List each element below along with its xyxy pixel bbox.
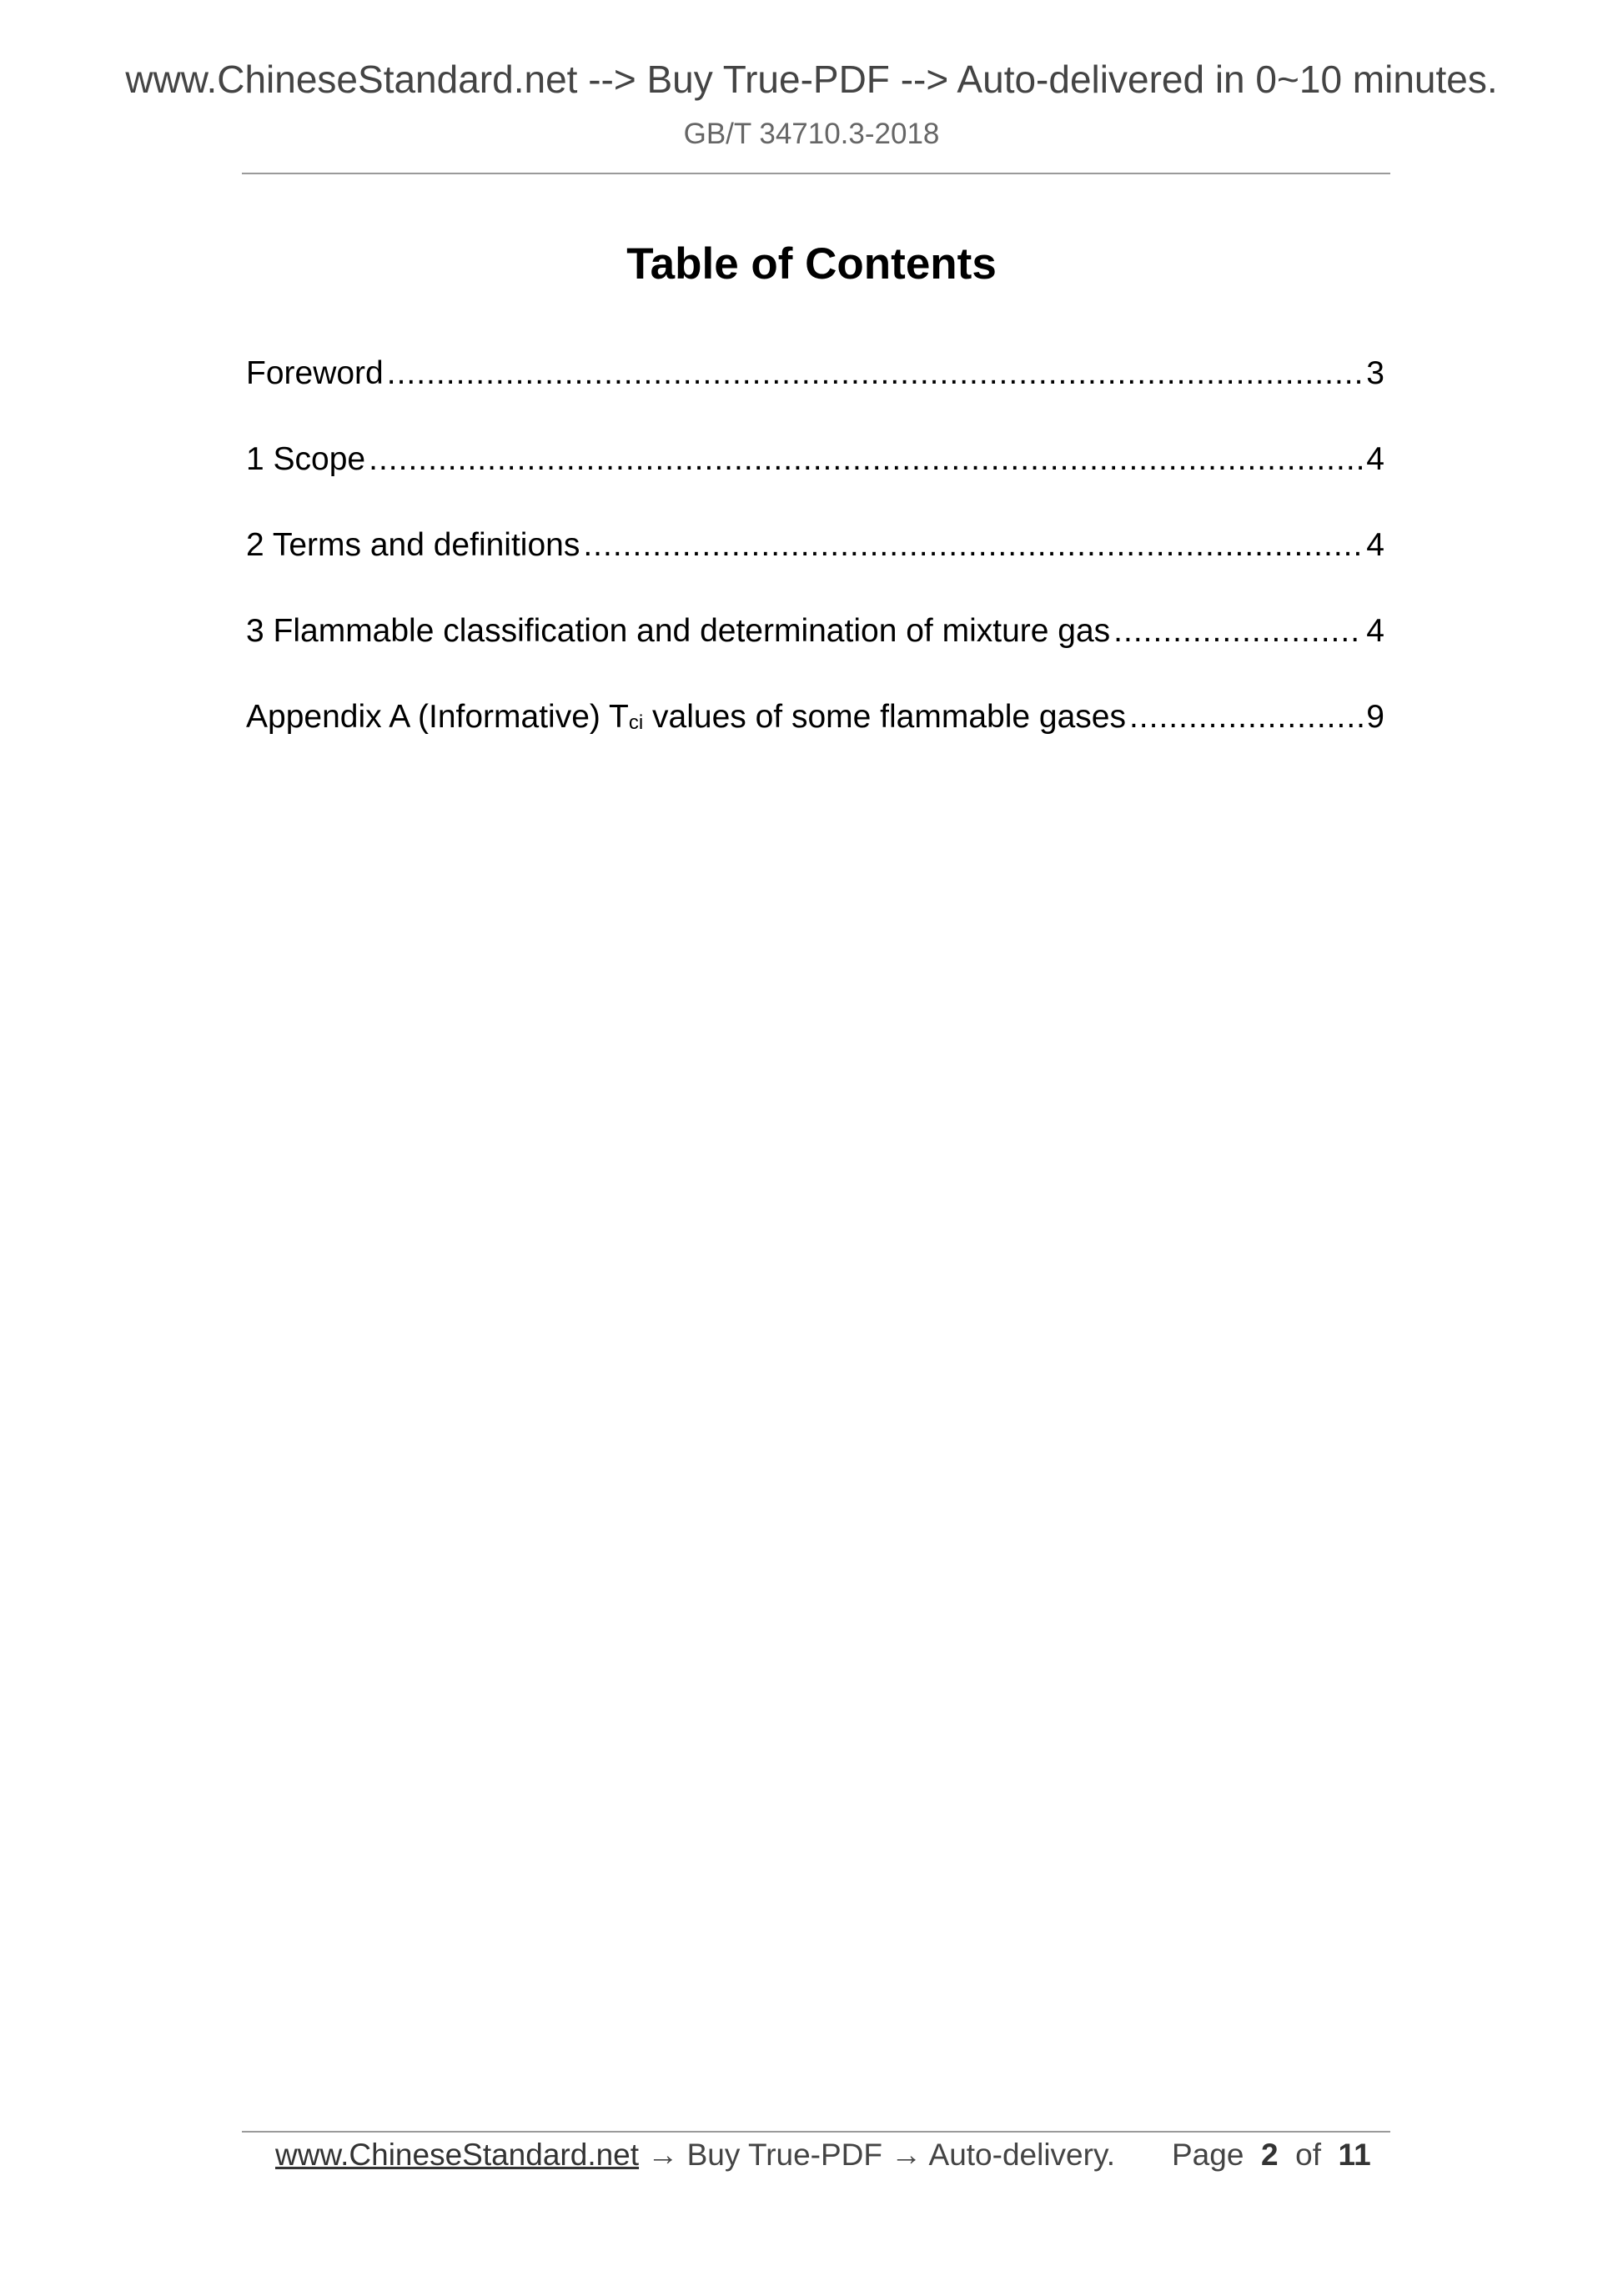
toc-label-part: Appendix A (Informative) T (246, 699, 629, 735)
toc-leader-dots (1113, 615, 1363, 647)
toc-entry-foreword[interactable] (246, 357, 1384, 443)
footer (275, 2138, 1371, 2172)
toc-title: Table of Contents (626, 239, 997, 289)
toc-entry-label: 3 Flammable classification and determination of mixture gas (246, 613, 1111, 649)
toc-entry-appendix-a[interactable] (246, 701, 1384, 786)
page-indicator (1172, 2139, 1371, 2170)
footer-divider (242, 2131, 1390, 2133)
toc-label-subscript: ci (628, 711, 644, 734)
toc-list (246, 357, 1384, 786)
toc-entry-scope[interactable] (246, 443, 1384, 529)
standard-code: GB/T 34710.3-2018 (683, 118, 940, 150)
toc-entry-label: 1 Scope (246, 441, 366, 477)
toc-entry-page: 9 (1366, 699, 1384, 735)
toc-entry-label (246, 701, 1126, 733)
toc-entry-classification[interactable] (246, 615, 1384, 701)
toc-leader-dots (583, 529, 1363, 561)
toc-entry-label: 2 Terms and definitions (246, 527, 580, 563)
total-page-number: 11 (1338, 2138, 1371, 2172)
of-word: of (1295, 2138, 1321, 2172)
toc-leader-dots (369, 443, 1363, 475)
toc-leader-dots (1129, 701, 1363, 733)
footer-tagline: → Buy True-PDF → Auto-delivery. (639, 2138, 1115, 2172)
header-divider (242, 173, 1390, 174)
toc-entry-page: 3 (1366, 355, 1384, 391)
toc-entry-page: 4 (1366, 527, 1384, 563)
toc-entry-page: 4 (1366, 441, 1384, 477)
toc-label-part: values of some flammable gases (643, 699, 1126, 735)
current-page-number: 2 (1260, 2138, 1279, 2172)
toc-entry-page: 4 (1366, 613, 1384, 649)
toc-entry-terms[interactable] (246, 529, 1384, 615)
page-word: Page (1172, 2138, 1244, 2172)
toc-leader-dots (387, 357, 1364, 389)
footer-site-link[interactable]: www.ChineseStandard.net (275, 2138, 640, 2172)
toc-entry-label: Foreword (246, 355, 384, 391)
header-banner: www.ChineseStandard.net --> Buy True-PDF --> Auto-delivered in 0~10 minutes. (125, 58, 1498, 101)
